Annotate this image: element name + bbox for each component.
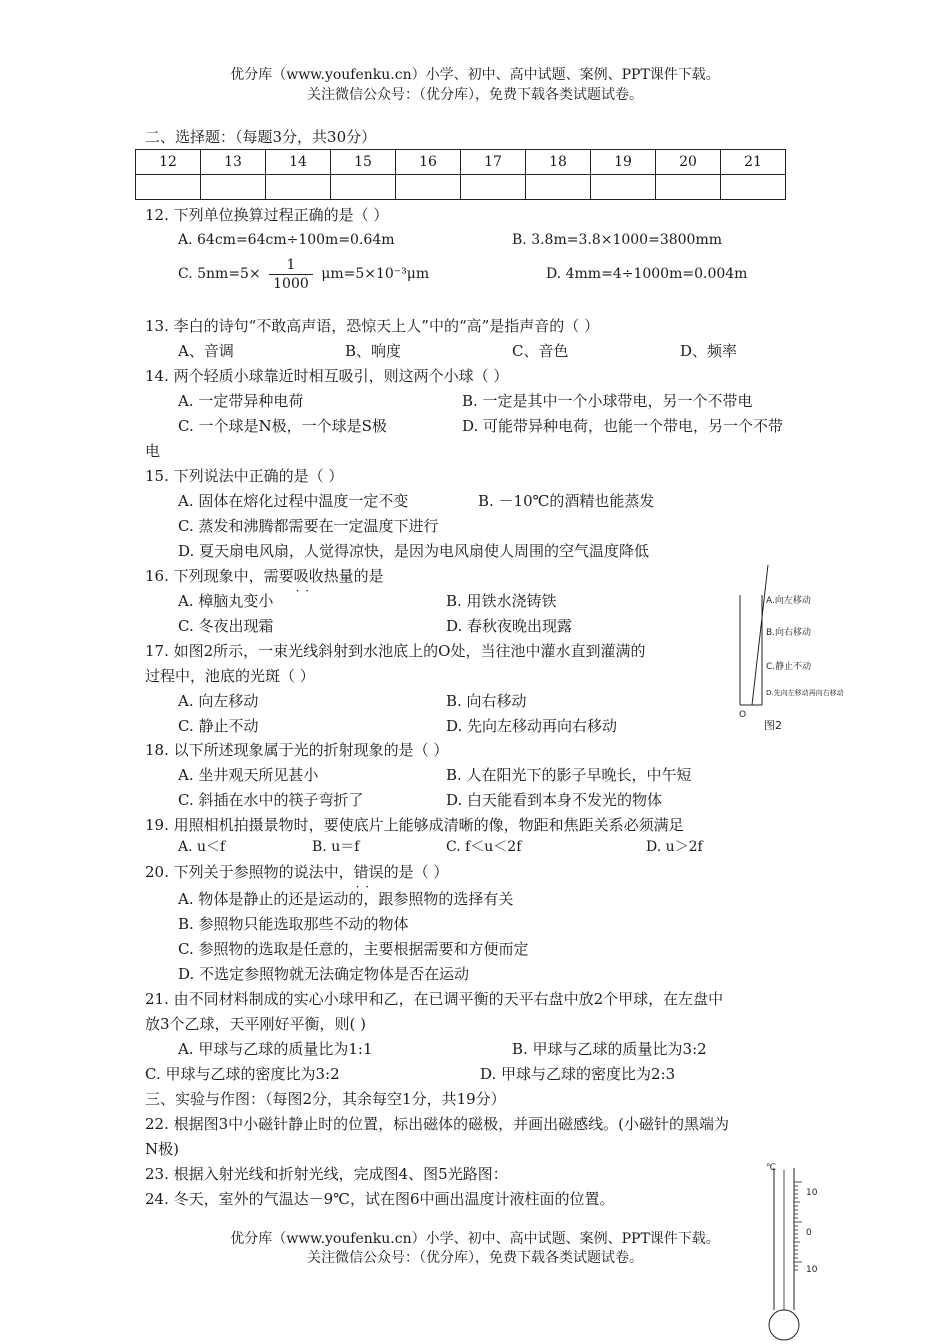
answer-blank-cell[interactable] — [656, 175, 721, 200]
q16-option-b: B. 用铁水浇铸铁 — [446, 592, 557, 610]
q19-option-c: C. f＜u＜2f — [446, 839, 522, 855]
answer-number-cell: 17 — [461, 150, 526, 175]
q12-c-prefix: C. 5nm=5× — [178, 266, 261, 282]
q18-option-d: D. 白天能看到本身不发光的物体 — [446, 791, 663, 809]
q14-option-d: D. 可能带异种电荷，也能一个带电，另一个不带 — [462, 417, 784, 435]
q16-stem-suffix: 热量的是 — [323, 567, 384, 585]
answer-blank-cell[interactable] — [721, 175, 786, 200]
answer-number-cell: 18 — [526, 150, 591, 175]
q15-stem: 15. 下列说法中正确的是（ ） — [145, 467, 344, 485]
answer-blank-cell[interactable] — [396, 175, 461, 200]
q19-option-a: A. u＜f — [178, 839, 226, 855]
answer-number-cell: 12 — [136, 150, 201, 175]
q18-option-c: C. 斜插在水中的筷子弯折了 — [178, 791, 364, 809]
q13-option-a: A、音调 — [178, 342, 234, 360]
q12-option-c — [178, 254, 429, 294]
footer-line-1: 优分库（www.youfenku.cn）小学、初中、高中试题、案例、PPT课件下载。 — [230, 1231, 720, 1247]
q21-stem-line-2: 放3个乙球，天平刚好平衡，则( ) — [145, 1015, 367, 1033]
q20-stem-suffix: 的是（ ） — [383, 863, 449, 881]
q17-option-c: C. 静止不动 — [178, 717, 259, 735]
q20-option-b: B. 参照物只能选取那些不动的物体 — [178, 915, 409, 933]
q13-option-d: D、频率 — [680, 342, 738, 360]
thermometer-label-zero: 0 — [806, 1228, 812, 1238]
answer-blank-cell[interactable] — [591, 175, 656, 200]
q20-option-c: C. 参照物的选取是任意的，主要根据需要和方便而定 — [178, 940, 529, 958]
q12-c-denominator: 1000 — [273, 275, 309, 292]
answer-number-cell: 15 — [331, 150, 396, 175]
q15-option-a: A. 固体在熔化过程中温度一定不变 — [178, 492, 409, 510]
q21-option-d: D. 甲球与乙球的密度比为2:3 — [480, 1065, 676, 1083]
answer-number-cell: 20 — [656, 150, 721, 175]
q14-option-c: C. 一个球是N极，一个球是S极 — [178, 417, 387, 435]
q21-option-b: B. 甲球与乙球的质量比为3:2 — [512, 1040, 707, 1058]
q17-option-d: D. 先向左移动再向右移动 — [446, 717, 618, 735]
q13-option-b: B、响度 — [345, 342, 402, 360]
q21-option-a: A. 甲球与乙球的质量比为1:1 — [178, 1040, 373, 1058]
q14-option-d-wrap: 电 — [145, 442, 161, 460]
q13-stem: 13. 李白的诗句“不敢高声语，恐惊天上人”中的“高”是指声音的（ ） — [145, 317, 600, 335]
q14-option-b: B. 一定是其中一个小球带电，另一个不带电 — [462, 392, 753, 410]
figure-2-label-a: A.向左移动 — [766, 596, 811, 606]
answer-blank-cell[interactable] — [331, 175, 396, 200]
q12-stem: 12. 下列单位换算过程正确的是（ ） — [145, 206, 389, 224]
answer-table — [135, 149, 786, 200]
thermometer-bulb — [769, 1310, 799, 1340]
q24-text: 24. 冬天，室外的气温达－9℃，试在图6中画出温度计液柱面的位置。 — [145, 1190, 615, 1208]
answer-blank-cell[interactable] — [461, 175, 526, 200]
q16-stem — [145, 566, 384, 586]
q13-option-c: C、音色 — [512, 342, 569, 360]
header-line-1: 优分库（www.youfenku.cn）小学、初中、高中试题、案例、PPT课件下载。 — [230, 67, 720, 83]
answer-number-cell: 13 — [201, 150, 266, 175]
q20-stem-prefix: 20. 下列关于参照物的说法中， — [145, 863, 354, 881]
q17-stem-line-1: 17. 如图2所示，一束光线斜射到水池底上的O处，当往池中灌水直到灌满的 — [145, 642, 646, 660]
thermometer-label-top: 10 — [806, 1188, 818, 1198]
thermometer-unit: ℃ — [766, 1163, 777, 1173]
figure-2-label-d: D.先向左移动再向右移动 — [766, 689, 844, 697]
q20-option-a: A. 物体是静止的还是运动的，跟参照物的选择有关 — [178, 890, 514, 908]
q21-option-c: C. 甲球与乙球的密度比为3:2 — [145, 1065, 340, 1083]
q14-option-a: A. 一定带异种电荷 — [178, 392, 304, 410]
q16-stem-emphasis: 吸收 · · — [294, 567, 324, 585]
q16-option-d: D. 春秋夜晚出现露 — [446, 617, 573, 635]
q14-stem: 14. 两个轻质小球靠近时相互吸引，则这两个小球（ ） — [145, 367, 509, 385]
q12-c-numerator: 1 — [269, 256, 313, 275]
q21-stem-line-1: 21. 由不同材料制成的实心小球甲和乙，在已调平衡的天平右盘中放2个甲球，在左盘中 — [145, 990, 724, 1008]
q15-option-c: C. 蒸发和沸腾都需要在一定温度下进行 — [178, 517, 439, 535]
q22-line-2: N极) — [145, 1140, 179, 1158]
figure-2-label-b: B.向右移动 — [766, 628, 812, 638]
answer-blank-cell[interactable] — [266, 175, 331, 200]
answer-blank-cell[interactable] — [136, 175, 201, 200]
q12-c-suffix: μm=5×10⁻³μm — [321, 266, 430, 282]
q15-option-d: D. 夏天扇电风扇，人觉得凉快，是因为电风扇使人周围的空气温度降低 — [178, 542, 650, 560]
q15-option-b: B. －10℃的酒精也能蒸发 — [478, 492, 655, 510]
q16-option-a: A. 樟脑丸变小 — [178, 592, 274, 610]
q17-option-b: B. 向右移动 — [446, 692, 527, 710]
figure-2 — [730, 565, 845, 735]
q18-stem: 18. 以下所述现象属于光的折射现象的是（ ） — [145, 741, 449, 759]
answer-number-cell: 21 — [721, 150, 786, 175]
figure-2-label-c: C.静止不动 — [766, 662, 812, 672]
answer-number-cell: 16 — [396, 150, 461, 175]
q19-option-b: B. u＝f — [312, 839, 360, 855]
footer-line-2: 关注微信公众号：（优分库），免费下载各类试题试卷。 — [307, 1250, 643, 1266]
header-line-2: 关注微信公众号：（优分库），免费下载各类试题试卷。 — [307, 87, 643, 103]
answer-blank-cell[interactable] — [201, 175, 266, 200]
q17-stem-line-2: 过程中，池底的光斑（ ） — [145, 667, 315, 685]
q19-stem: 19. 用照相机拍摄景物时，要使底片上能够成清晰的像，物距和焦距关系必须满足 — [145, 816, 684, 834]
q12-c-fraction — [269, 256, 313, 293]
q12-option-a: A. 64cm=64cm÷100m=0.64m — [178, 232, 395, 248]
figure-2-caption: 图2 — [764, 719, 782, 732]
q18-option-b: B. 人在阳光下的影子早晚长，中午短 — [446, 766, 692, 784]
q12-option-d: D. 4mm=4÷1000m=0.004m — [546, 266, 748, 282]
answer-number-cell: 14 — [266, 150, 331, 175]
q18-option-a: A. 坐井观天所见甚小 — [178, 766, 319, 784]
q20-stem — [145, 862, 448, 882]
figure-2-origin: O — [739, 710, 747, 720]
q20-option-d: D. 不选定参照物就无法确定物体是否在运动 — [178, 965, 470, 983]
q20-stem-emphasis: 错误 · · — [354, 863, 384, 881]
section-2-title: 二、选择题：（每题3分，共30分） — [145, 128, 377, 146]
q12-option-b: B. 3.8m=3.8×1000=3800mm — [512, 232, 722, 248]
answer-blank-cell[interactable] — [526, 175, 591, 200]
thermometer-label-bottom: 10 — [806, 1265, 818, 1275]
q19-option-d: D. u＞2f — [646, 839, 703, 855]
q17-option-a: A. 向左移动 — [178, 692, 259, 710]
q22-line-1: 22. 根据图3中小磁针静止时的位置，标出磁体的磁极，并画出磁感线。(小磁针的黑端为 — [145, 1115, 730, 1133]
q23-text: 23. 根据入射光线和折射光线，完成图4、图5光路图： — [145, 1165, 508, 1183]
section-3-title: 三、实验与作图：（每图2分，其余每空1分，共19分） — [145, 1090, 506, 1108]
answer-number-cell: 19 — [591, 150, 656, 175]
q16-option-c: C. 冬夜出现霜 — [178, 617, 274, 635]
q16-stem-prefix: 16. 下列现象中，需要 — [145, 567, 294, 585]
